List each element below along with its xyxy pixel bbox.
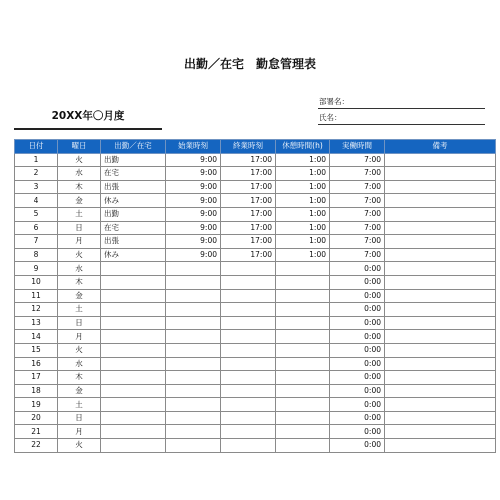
notes-cell[interactable] — [385, 303, 496, 317]
work-time-cell: 0:00 — [330, 316, 385, 330]
table-row — [15, 275, 496, 289]
table-row — [15, 194, 496, 208]
notes-cell[interactable] — [385, 262, 496, 276]
end-time-cell[interactable] — [221, 289, 276, 303]
work-time-cell: 0:00 — [330, 357, 385, 371]
notes-cell[interactable] — [385, 384, 496, 398]
status-cell[interactable] — [101, 343, 166, 357]
start-time-cell[interactable] — [166, 289, 221, 303]
work-time-cell: 7:00 — [330, 153, 385, 167]
notes-cell[interactable] — [385, 357, 496, 371]
start-time-cell[interactable] — [166, 439, 221, 453]
start-time-cell[interactable] — [166, 275, 221, 289]
break-time-cell[interactable]: 1:00 — [276, 207, 330, 221]
date-cell: 13 — [15, 316, 58, 330]
table-row — [15, 221, 496, 235]
status-cell[interactable] — [101, 275, 166, 289]
break-time-cell[interactable] — [276, 262, 330, 276]
weekday-cell: 木 — [58, 180, 101, 194]
work-time-cell: 0:00 — [330, 411, 385, 425]
end-time-cell[interactable] — [221, 371, 276, 385]
date-cell: 9 — [15, 262, 58, 276]
end-time-cell[interactable] — [221, 425, 276, 439]
page-title: 出勤／在宅 勤怠管理表 — [183, 57, 316, 71]
table-row — [15, 153, 496, 167]
notes-cell[interactable] — [385, 289, 496, 303]
work-time-cell: 0:00 — [330, 303, 385, 317]
date-cell: 3 — [15, 180, 58, 194]
table-row — [15, 316, 496, 330]
weekday-cell: 火 — [58, 343, 101, 357]
header-end-time: 終業時刻 — [221, 140, 276, 154]
start-time-cell[interactable] — [166, 303, 221, 317]
weekday-cell: 金 — [58, 194, 101, 208]
notes-cell[interactable] — [385, 153, 496, 167]
table-row — [15, 207, 496, 221]
department-field[interactable] — [318, 96, 485, 109]
end-time-cell[interactable] — [221, 384, 276, 398]
status-cell[interactable] — [101, 398, 166, 412]
weekday-cell: 日 — [58, 316, 101, 330]
end-time-cell[interactable] — [221, 316, 276, 330]
work-time-cell: 7:00 — [330, 248, 385, 262]
start-time-cell[interactable]: 9:00 — [166, 167, 221, 181]
work-time-cell: 0:00 — [330, 289, 385, 303]
notes-cell[interactable] — [385, 180, 496, 194]
status-cell[interactable] — [101, 316, 166, 330]
break-time-cell[interactable] — [276, 398, 330, 412]
start-time-cell[interactable] — [166, 330, 221, 344]
start-time-cell[interactable] — [166, 384, 221, 398]
date-cell: 22 — [15, 439, 58, 453]
date-cell: 4 — [15, 194, 58, 208]
status-cell[interactable] — [101, 330, 166, 344]
notes-cell[interactable] — [385, 316, 496, 330]
end-time-cell[interactable]: 17:00 — [221, 235, 276, 249]
status-cell[interactable] — [101, 425, 166, 439]
date-cell: 2 — [15, 167, 58, 181]
end-time-cell[interactable]: 17:00 — [221, 167, 276, 181]
status-cell[interactable]: 在宅 — [101, 167, 166, 181]
header-work-time: 実働時間 — [330, 140, 385, 154]
break-time-cell[interactable] — [276, 303, 330, 317]
weekday-cell: 土 — [58, 207, 101, 221]
table-row — [15, 289, 496, 303]
table-row — [15, 167, 496, 181]
status-cell[interactable] — [101, 262, 166, 276]
status-cell[interactable]: 出勤 — [101, 153, 166, 167]
status-cell[interactable] — [101, 411, 166, 425]
end-time-cell[interactable] — [221, 398, 276, 412]
end-time-cell[interactable]: 17:00 — [221, 248, 276, 262]
notes-cell[interactable] — [385, 248, 496, 262]
name-field[interactable] — [318, 112, 485, 125]
status-cell[interactable]: 出張 — [101, 180, 166, 194]
weekday-cell: 水 — [58, 357, 101, 371]
period-label: 20XX年〇月度 — [51, 110, 125, 122]
start-time-cell[interactable] — [166, 371, 221, 385]
table-row — [15, 180, 496, 194]
break-time-cell[interactable] — [276, 330, 330, 344]
notes-cell[interactable] — [385, 194, 496, 208]
status-cell[interactable] — [101, 289, 166, 303]
break-time-cell[interactable]: 1:00 — [276, 167, 330, 181]
end-time-cell[interactable] — [221, 439, 276, 453]
status-cell[interactable]: 休み — [101, 194, 166, 208]
start-time-cell[interactable]: 9:00 — [166, 221, 221, 235]
end-time-cell[interactable] — [221, 303, 276, 317]
end-time-cell[interactable] — [221, 357, 276, 371]
start-time-cell[interactable] — [166, 398, 221, 412]
end-time-cell[interactable]: 17:00 — [221, 153, 276, 167]
notes-cell[interactable] — [385, 207, 496, 221]
end-time-cell[interactable] — [221, 411, 276, 425]
status-cell[interactable] — [101, 357, 166, 371]
notes-cell[interactable] — [385, 411, 496, 425]
table-row — [15, 248, 496, 262]
status-cell[interactable]: 在宅 — [101, 221, 166, 235]
break-time-cell[interactable] — [276, 275, 330, 289]
work-time-cell: 7:00 — [330, 180, 385, 194]
date-cell: 14 — [15, 330, 58, 344]
weekday-cell: 日 — [58, 411, 101, 425]
header-start-time: 始業時刻 — [166, 140, 221, 154]
date-cell: 5 — [15, 207, 58, 221]
notes-cell[interactable] — [385, 221, 496, 235]
date-cell: 11 — [15, 289, 58, 303]
weekday-cell: 金 — [58, 384, 101, 398]
table-row — [15, 343, 496, 357]
table-row — [15, 371, 496, 385]
break-time-cell[interactable] — [276, 357, 330, 371]
weekday-cell: 水 — [58, 167, 101, 181]
date-cell: 1 — [15, 153, 58, 167]
table-row — [15, 425, 496, 439]
status-cell[interactable] — [101, 439, 166, 453]
end-time-cell[interactable]: 17:00 — [221, 194, 276, 208]
status-cell[interactable] — [101, 371, 166, 385]
break-time-cell[interactable] — [276, 343, 330, 357]
header-break-time: 休憩時間(h) — [276, 140, 330, 154]
notes-cell[interactable] — [385, 330, 496, 344]
weekday-cell: 日 — [58, 221, 101, 235]
date-cell: 7 — [15, 235, 58, 249]
date-cell: 6 — [15, 221, 58, 235]
work-time-cell: 7:00 — [330, 221, 385, 235]
work-time-cell: 0:00 — [330, 330, 385, 344]
table-row — [15, 235, 496, 249]
break-time-cell[interactable]: 1:00 — [276, 248, 330, 262]
weekday-cell: 土 — [58, 303, 101, 317]
end-time-cell[interactable]: 17:00 — [221, 221, 276, 235]
weekday-cell: 月 — [58, 235, 101, 249]
start-time-cell[interactable] — [166, 357, 221, 371]
end-time-cell[interactable] — [221, 262, 276, 276]
name-label: 氏名： — [319, 113, 342, 122]
work-time-cell: 0:00 — [330, 262, 385, 276]
weekday-cell: 木 — [58, 275, 101, 289]
end-time-cell[interactable]: 17:00 — [221, 207, 276, 221]
work-time-cell: 7:00 — [330, 194, 385, 208]
notes-cell[interactable] — [385, 235, 496, 249]
weekday-cell: 木 — [58, 371, 101, 385]
date-cell: 20 — [15, 411, 58, 425]
weekday-cell: 火 — [58, 248, 101, 262]
break-time-cell[interactable]: 1:00 — [276, 180, 330, 194]
break-time-cell[interactable]: 1:00 — [276, 194, 330, 208]
weekday-cell: 月 — [58, 330, 101, 344]
work-time-cell: 0:00 — [330, 439, 385, 453]
table-row — [15, 357, 496, 371]
weekday-cell: 火 — [58, 153, 101, 167]
notes-cell[interactable] — [385, 275, 496, 289]
start-time-cell[interactable] — [166, 343, 221, 357]
start-time-cell[interactable] — [166, 425, 221, 439]
end-time-cell[interactable] — [221, 275, 276, 289]
break-time-cell[interactable] — [276, 371, 330, 385]
status-cell[interactable]: 出張 — [101, 235, 166, 249]
table-header-row — [15, 140, 496, 154]
weekday-cell: 火 — [58, 439, 101, 453]
start-time-cell[interactable]: 9:00 — [166, 180, 221, 194]
notes-cell[interactable] — [385, 371, 496, 385]
department-label: 部署名： — [319, 97, 349, 106]
break-time-cell[interactable] — [276, 384, 330, 398]
notes-cell[interactable] — [385, 398, 496, 412]
notes-cell[interactable] — [385, 439, 496, 453]
header-weekday: 曜日 — [58, 140, 101, 154]
status-cell[interactable] — [101, 384, 166, 398]
break-time-cell[interactable] — [276, 425, 330, 439]
weekday-cell: 水 — [58, 262, 101, 276]
table-row — [15, 411, 496, 425]
work-time-cell: 7:00 — [330, 167, 385, 181]
end-time-cell[interactable]: 17:00 — [221, 180, 276, 194]
date-cell: 16 — [15, 357, 58, 371]
weekday-cell: 月 — [58, 425, 101, 439]
end-time-cell[interactable] — [221, 343, 276, 357]
notes-cell[interactable] — [385, 167, 496, 181]
status-cell[interactable]: 出勤 — [101, 207, 166, 221]
date-cell: 18 — [15, 384, 58, 398]
start-time-cell[interactable] — [166, 262, 221, 276]
date-cell: 8 — [15, 248, 58, 262]
work-time-cell: 0:00 — [330, 371, 385, 385]
date-cell: 10 — [15, 275, 58, 289]
notes-cell[interactable] — [385, 425, 496, 439]
table-row — [15, 384, 496, 398]
status-cell[interactable] — [101, 303, 166, 317]
break-time-cell[interactable] — [276, 289, 330, 303]
start-time-cell[interactable] — [166, 316, 221, 330]
break-time-cell[interactable]: 1:00 — [276, 221, 330, 235]
break-time-cell[interactable] — [276, 439, 330, 453]
period-underline — [14, 128, 162, 130]
header-date: 日付 — [15, 140, 58, 154]
work-time-cell: 0:00 — [330, 275, 385, 289]
table-row — [15, 439, 496, 453]
start-time-cell[interactable]: 9:00 — [166, 207, 221, 221]
break-time-cell[interactable]: 1:00 — [276, 235, 330, 249]
date-cell: 21 — [15, 425, 58, 439]
date-cell: 19 — [15, 398, 58, 412]
header-notes: 備考 — [385, 140, 496, 154]
start-time-cell[interactable] — [166, 411, 221, 425]
notes-cell[interactable] — [385, 343, 496, 357]
break-time-cell[interactable]: 1:00 — [276, 153, 330, 167]
work-time-cell: 0:00 — [330, 398, 385, 412]
work-time-cell: 7:00 — [330, 235, 385, 249]
attendance-table — [14, 139, 496, 453]
work-time-cell: 0:00 — [330, 425, 385, 439]
table-row — [15, 262, 496, 276]
work-time-cell: 0:00 — [330, 343, 385, 357]
start-time-cell[interactable]: 9:00 — [166, 248, 221, 262]
status-cell[interactable]: 休み — [101, 248, 166, 262]
work-time-cell: 0:00 — [330, 384, 385, 398]
header-status: 出勤／在宅 — [101, 140, 166, 154]
date-cell: 17 — [15, 371, 58, 385]
date-cell: 12 — [15, 303, 58, 317]
start-time-cell[interactable]: 9:00 — [166, 153, 221, 167]
weekday-cell: 土 — [58, 398, 101, 412]
work-time-cell: 7:00 — [330, 207, 385, 221]
table-row — [15, 303, 496, 317]
table-row — [15, 398, 496, 412]
start-time-cell[interactable]: 9:00 — [166, 194, 221, 208]
table-row — [15, 330, 496, 344]
break-time-cell[interactable] — [276, 316, 330, 330]
start-time-cell[interactable]: 9:00 — [166, 235, 221, 249]
end-time-cell[interactable] — [221, 330, 276, 344]
date-cell: 15 — [15, 343, 58, 357]
weekday-cell: 金 — [58, 289, 101, 303]
break-time-cell[interactable] — [276, 411, 330, 425]
